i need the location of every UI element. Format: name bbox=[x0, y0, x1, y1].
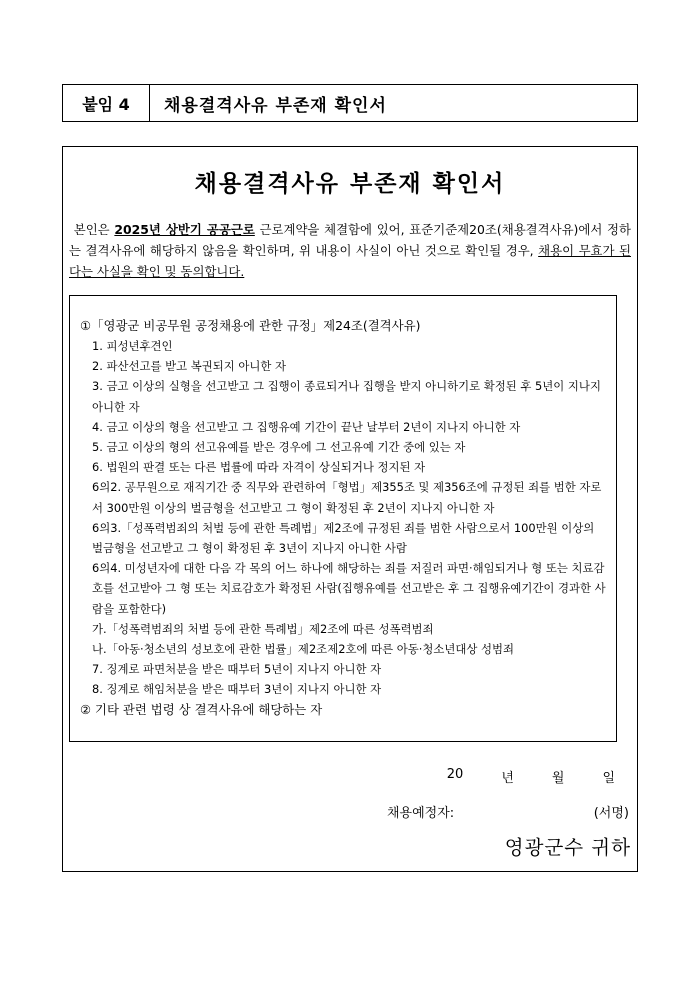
rule-item: 3. 금고 이상의 실형을 선고받고 그 집행이 종료되거나 집행을 받지 아니하기로 확정된 후 5년이 지나지 아니한 자 bbox=[92, 379, 601, 414]
date-month-label: 월 bbox=[551, 771, 565, 786]
rule-item: 6의2. 공무원으로 재직기간 중 직무와 관련하여「형법」제355조 및 제356조에 규정된 죄를 범한 자로서 300만원 이상의 벌금형을 선고받고 그 형이 확정된 후 2년이 지나지 아니한 자 bbox=[92, 480, 602, 515]
rule-item: 나.「아동·청소년의 성보호에 관한 법률」제2조제2호에 따른 아동·청소년대상 성범죄 bbox=[92, 642, 514, 657]
addressee: 영광군수 귀하 bbox=[504, 836, 631, 859]
intro-paragraph bbox=[69, 219, 631, 282]
rule-item: 7. 징계로 파면처분을 받은 때부터 5년이 지나지 아니한 자 bbox=[92, 662, 382, 677]
date-year-label: 년 bbox=[501, 771, 514, 786]
rule-item: 5. 금고 이상의 형의 선고유예를 받은 경우에 그 선고유예 기간 중에 있는 자 bbox=[92, 440, 466, 455]
date-year-prefix: 20 bbox=[446, 767, 464, 782]
rule-item: 2. 파산선고를 받고 복권되지 아니한 자 bbox=[92, 359, 287, 374]
signer-label: 채용예정자: bbox=[387, 806, 455, 821]
attachment-header bbox=[62, 84, 638, 122]
document-title: 채용결격사유 부존재 확인서 bbox=[194, 171, 506, 197]
rule-item: 가.「성폭력범죄의 처벌 등에 관한 특례법」제2조에 따른 성폭력범죄 bbox=[92, 621, 434, 636]
attachment-title: 채용결격사유 부존재 확인서 bbox=[164, 95, 387, 116]
rule-item: 4. 금고 이상의 형을 선고받고 그 집행유예 기간이 끝난 날부터 2년이 지나지 아니한 자 bbox=[92, 419, 521, 434]
rule-item: 6의3.「성폭력범죄의 처벌 등에 관한 특례법」제2조에 규정된 죄를 범한 사람으로서 100만원 이상의 벌금형을 선고받고 그 형이 확정된 후 3년이 지나지 아니한 사람 bbox=[92, 520, 595, 556]
attachment-tag: 붙임 4 bbox=[63, 85, 150, 121]
signature-mark: (서명) bbox=[593, 806, 629, 821]
rules-other: ② 기타 관련 법령 상 결격사유에 해당하는 자 bbox=[80, 701, 323, 717]
rule-item: 6의4. 미성년자에 대한 다음 각 목의 어느 하나에 해당하는 죄를 저질러 파면·해임되거나 형 또는 치료감호를 선고받아 그 형 또는 치료감호가 확정된 사람(집행유예를 선고받은 후 그 집행유예기간이 경과한 사람을 포함한다) bbox=[92, 561, 606, 616]
date-line bbox=[447, 767, 615, 786]
date-day-label: 일 bbox=[602, 771, 615, 786]
rule-item: 8. 징계로 해임처분을 받은 때부터 3년이 지나지 아니한 자 bbox=[92, 682, 382, 697]
rules-heading: ①「영광군 비공무원 공정채용에 관한 규정」제24조(결격사유) bbox=[80, 318, 421, 333]
program-name: 2025년 상반기 공공근로 bbox=[114, 222, 255, 237]
rule-item: 1. 피성년후견인 bbox=[92, 339, 173, 353]
consent-statement: 채용이 무효가 된다는 사실을 확인 및 동의합니다. bbox=[69, 243, 631, 279]
confirmation-form bbox=[62, 146, 638, 872]
intro-text-2: 근로계약을 체결함에 있어, 표준기준제20조(채용결격사유)에서 정하는 결격사유에 해당하지 않음을 확인하며, 위 내용이 사실이 아닌 것으로 확인될 경우, bbox=[69, 222, 631, 258]
rule-item: 6. 법원의 판결 또는 다른 법률에 따라 자격이 상실되거나 정지된 자 bbox=[92, 460, 426, 475]
intro-text-1: 본인은 bbox=[73, 222, 115, 237]
disqualification-rules-box bbox=[69, 295, 617, 742]
